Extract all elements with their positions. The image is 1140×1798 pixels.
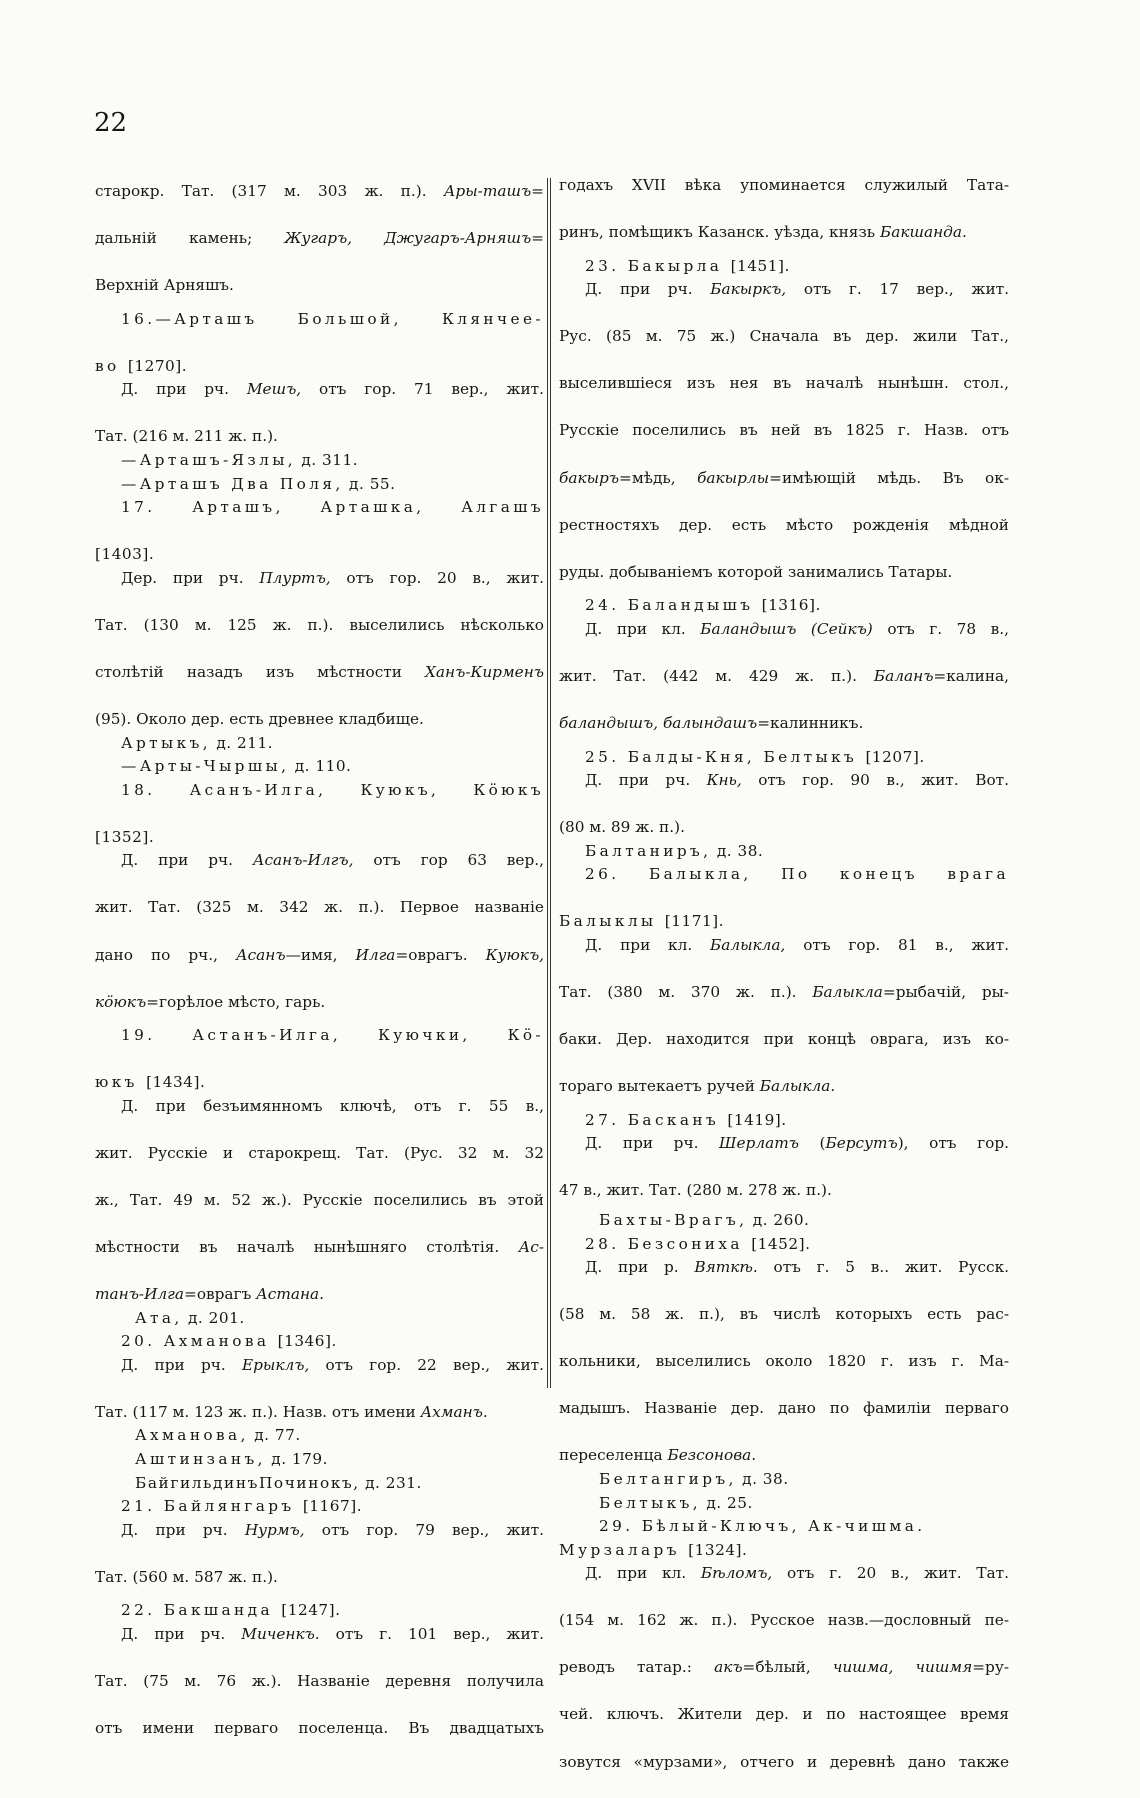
entry-19 bbox=[95, 1024, 544, 1307]
entry-text: Русскіе поселились въ ней въ 1825 г. Назв. отъ bbox=[559, 421, 1009, 440]
entry-text: мадышъ. Названіе дер. дано по фамиліи перваго bbox=[559, 1399, 1009, 1418]
entry-text: Тат. (75 м. 76 ж.). Названіе деревня получила bbox=[95, 1671, 544, 1690]
entry-20 bbox=[95, 1330, 544, 1424]
cross-reference: —Арташъ Два Поля, д. 55. bbox=[121, 474, 396, 493]
entry-heading: Балыклы [1171]. bbox=[559, 912, 725, 931]
entry-heading: 16.—Арташъ Большой, Клянчее- bbox=[121, 309, 544, 328]
cross-reference: Балтаниръ, д. 38. bbox=[585, 841, 764, 860]
left-column bbox=[95, 180, 544, 1764]
entry-text: (154 м. 162 ж. п.). Русское назв.—дословный пе- bbox=[559, 1611, 1009, 1630]
entry-heading: во [1270]. bbox=[95, 356, 188, 375]
entry-text: Тат. (117 м. 123 ж. п.). Назв. отъ имени Ахманъ. bbox=[95, 1402, 488, 1421]
entry-text: Д. при рч. Асанъ-Илгъ, отъ гор 63 вер., bbox=[121, 851, 544, 870]
entry-text: жит. Тат. (442 м. 429 ж. п.). Баланъ=калина, bbox=[559, 666, 1009, 685]
entry-text: танъ-Илга=оврагъ Астана. bbox=[95, 1285, 325, 1304]
cross-reference: Ата, д. 201. bbox=[135, 1308, 245, 1327]
entry-heading: юкъ [1434]. bbox=[95, 1073, 206, 1092]
entry-text: Д. при рч. Миченкъ. отъ г. 101 вер., жит. bbox=[121, 1624, 544, 1643]
entry-text: зовутся «мурзами», отчего и деревнѣ дано также bbox=[559, 1752, 1009, 1771]
entry-text: (58 м. 58 ж. п.), въ числѣ которыхъ есть рас- bbox=[559, 1305, 1009, 1324]
entry-text: (95). Около дер. есть древнее кладбище. bbox=[95, 710, 424, 729]
entry-heading: [1403]. bbox=[95, 545, 155, 564]
cross-reference: —Арты-Чыршы, д. 110. bbox=[121, 757, 352, 776]
entry-heading: 28. Безсониха [1452]. bbox=[585, 1234, 811, 1253]
entry-text: Д. при рч. Ерыклъ, отъ гор. 22 вер., жит. bbox=[121, 1355, 544, 1374]
entry-text: Д. при рч. Кнь, отъ гор. 90 в., жит. Вот. bbox=[585, 771, 1009, 790]
entry-text: мѣстности въ началѣ нынѣшняго столѣтія. Ас- bbox=[95, 1238, 544, 1257]
text-line: дальній камень; Жугаръ, Джугаръ-Арняшъ= bbox=[95, 229, 544, 248]
entry-text: Рус. (85 м. 75 ж.) Сначала въ дер. жили Тат., bbox=[559, 327, 1009, 346]
entry-27 bbox=[559, 1109, 1009, 1203]
cross-reference: —Арташъ-Язлы, д. 311. bbox=[121, 451, 359, 470]
cross-reference: БайгильдинъПочинокъ, д. 231. bbox=[135, 1473, 422, 1492]
cross-reference: Артыкъ, д. 211. bbox=[121, 733, 274, 752]
entry-text: Д. при рч. Мешъ, отъ гор. 71 вер., жит. bbox=[121, 380, 544, 399]
entry-text: Д. при кл. Бѣломъ, отъ г. 20 в., жит. Тат. bbox=[585, 1564, 1009, 1583]
text-line: Верхній Арняшъ. bbox=[95, 276, 234, 295]
entry-text: баки. Дер. находится при концѣ оврага, изъ ко- bbox=[559, 1030, 1009, 1049]
right-column bbox=[559, 174, 1009, 1798]
entry-text: Тат. (380 м. 370 ж. п.). Балыкла=рыбачій, ры- bbox=[559, 983, 1009, 1002]
text-line: ринъ, помѣщикъ Казанск. уѣзда, князь Бакшанда. bbox=[559, 223, 967, 242]
entry-text: Д. при рч. Бакыркъ, отъ г. 17 вер., жит. bbox=[585, 280, 1009, 299]
entry-18 bbox=[95, 779, 544, 1014]
entry-text: Д. при кл. Балыкла, отъ гор. 81 в., жит. bbox=[585, 935, 1009, 954]
entry-text: Дер. при рч. Плуртъ, отъ гор. 20 в., жит. bbox=[121, 568, 544, 587]
entry-text: Д. при рч. Шерлатъ (Берсутъ), отъ гор. bbox=[585, 1134, 1009, 1153]
entry-25 bbox=[559, 746, 1009, 840]
entry-heading: [1352]. bbox=[95, 827, 155, 846]
entry-text: рестностяхъ дер. есть мѣсто рожденія мѣдной bbox=[559, 515, 1009, 534]
entry-text: выселившіеся изъ нея въ началѣ нынѣшн. стол., bbox=[559, 374, 1009, 393]
page-number: 22 bbox=[94, 108, 128, 138]
cross-reference: Аштинзанъ, д. 179. bbox=[135, 1449, 328, 1468]
entry-17 bbox=[95, 496, 544, 731]
entry-text: Тат. (216 м. 211 ж. п.). bbox=[95, 427, 278, 446]
entry-text: баландышъ, балындашъ=калинникъ. bbox=[559, 714, 864, 733]
entry-text: дано по рч., Асанъ—имя, Илга=оврагъ. Куюкъ, bbox=[95, 945, 544, 964]
entry-text: реводъ татар.: акъ=бѣлый, чишма, чишмя=ру- bbox=[559, 1658, 1009, 1677]
entry-text: Тат. (130 м. 125 ж. п.). выселились нѣсколько bbox=[95, 615, 544, 634]
entry-heading: 27. Басканъ [1419]. bbox=[585, 1110, 787, 1129]
entry-16 bbox=[95, 308, 544, 449]
entry-text: руды. добываніемъ которой занимались Татары. bbox=[559, 562, 953, 581]
cross-reference: Белтангиръ, д. 38. bbox=[599, 1469, 789, 1488]
text-line: годахъ XVII вѣка упоминается служилый Тата- bbox=[559, 176, 1009, 194]
entry-text: отъ имени перваго поселенца. Въ двадцатыхъ bbox=[95, 1719, 544, 1737]
entry-heading: Мурзаларъ [1324]. bbox=[559, 1540, 748, 1559]
entry-text: Д. при безъимянномъ ключѣ, отъ г. 55 в., bbox=[121, 1096, 544, 1115]
text-line: старокр. Тат. (317 м. 303 ж. п.). Ары-ташъ= bbox=[95, 182, 544, 200]
entry-22 bbox=[95, 1599, 544, 1764]
entry-text: кöюкъ=горѣлое мѣсто, гарь. bbox=[95, 992, 326, 1011]
entry-heading: 23. Бакырла [1451]. bbox=[585, 256, 790, 275]
entry-text: ж., Тат. 49 м. 52 ж.). Русскіе поселились въ этой bbox=[95, 1190, 544, 1209]
entry-text: жит. Тат. (325 м. 342 ж. п.). Первое названіе bbox=[95, 898, 544, 917]
entry-text: Д. при р. Вяткѣ. отъ г. 5 в.. жит. Русск. bbox=[585, 1258, 1009, 1277]
entry-text: столѣтій назадъ изъ мѣстности Ханъ-Кирменъ bbox=[95, 662, 544, 681]
cross-reference: Ахманова, д. 77. bbox=[135, 1426, 301, 1445]
entry-heading: 26. Балыкла, По конецъ врага bbox=[585, 865, 1009, 884]
entry-heading: 25. Балды-Кня, Белтыкъ [1207]. bbox=[585, 747, 925, 766]
entry-24 bbox=[559, 594, 1009, 735]
entry-text: Тат. (560 м. 587 ж. п.). bbox=[95, 1567, 278, 1586]
entry-text: жит. Русскіе и старокрещ. Тат. (Рус. 32 м. 32 bbox=[95, 1143, 544, 1162]
entry-heading: 22. Бакшанда [1247]. bbox=[121, 1601, 341, 1620]
entry-text: чей. ключъ. Жители дер. и по настоящее время bbox=[559, 1705, 1009, 1724]
column-divider bbox=[547, 178, 551, 1388]
entry-text: бакыръ=мѣдь, бакырлы=имѣющій мѣдь. Въ ок- bbox=[559, 468, 1009, 487]
entry-28 bbox=[559, 1233, 1009, 1468]
entry-heading: 29. Бѣлый-Ключъ, Ак-чишма. bbox=[599, 1517, 926, 1536]
entry-29 bbox=[559, 1515, 1009, 1798]
cross-reference: Бахты-Врагъ, д. 260. bbox=[599, 1210, 810, 1229]
entry-text: переселенца Безсонова. bbox=[559, 1446, 757, 1465]
entry-text: Д. при кл. Баландышъ (Сейкъ) отъ г. 78 в., bbox=[585, 619, 1009, 638]
entry-heading: 24. Баландышъ [1316]. bbox=[585, 596, 821, 615]
entry-26 bbox=[559, 863, 1009, 1098]
entry-23 bbox=[559, 255, 1009, 585]
entry-heading: 18. Асанъ-Илга, Куюкъ, Кöюкъ bbox=[121, 780, 544, 799]
entry-text: кольники, выселились около 1820 г. изъ г. Ма- bbox=[559, 1352, 1009, 1371]
entry-text: 47 в., жит. Тат. (280 м. 278 ж. п.). bbox=[559, 1181, 832, 1200]
entry-heading: 19. Астанъ-Илга, Куючки, Кö- bbox=[121, 1026, 544, 1045]
entry-21 bbox=[95, 1495, 544, 1589]
entry-text: (80 м. 89 ж. п.). bbox=[559, 818, 685, 837]
entry-text: Д. при рч. Нурмъ, отъ гор. 79 вер., жит. bbox=[121, 1520, 544, 1539]
entry-heading: 20. Ахманова [1346]. bbox=[121, 1332, 337, 1351]
entry-text: тораго вытекаетъ ручей Балыкла. bbox=[559, 1077, 836, 1096]
entry-heading: 21. Байлянгаръ [1167]. bbox=[121, 1497, 363, 1516]
entry-heading: 17. Арташъ, Арташка, Алгашъ bbox=[121, 498, 544, 517]
cross-reference: Белтыкъ, д. 25. bbox=[599, 1493, 753, 1512]
